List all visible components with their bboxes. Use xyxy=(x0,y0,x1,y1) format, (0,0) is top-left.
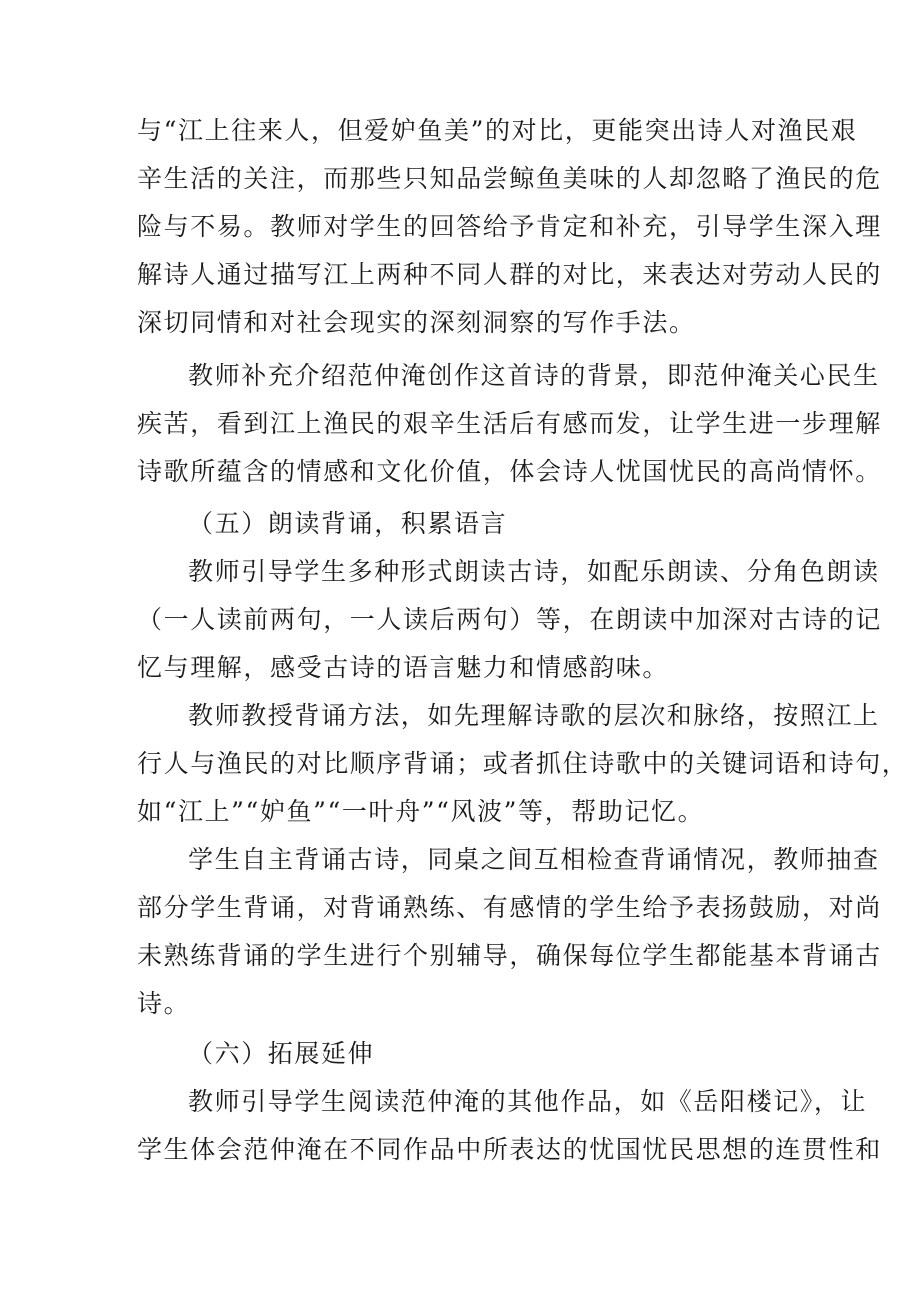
text-line: 辛生活的关注，而那些只知品尝鲸鱼美味的人却忽略了渔民的危 xyxy=(137,164,882,193)
text-line: 解诗人通过描写江上两种不同人群的对比，来表达对劳动人民的 xyxy=(137,260,882,289)
text-line: 教师教授背诵方法，如先理解诗歌的层次和脉络，按照江上 xyxy=(188,701,880,730)
section-heading: （六）拓展延伸 xyxy=(188,1039,375,1068)
text-line: （一人读前两句，一人读后两句）等，在朗读中加深对古诗的记 xyxy=(137,605,882,634)
text-line: 深切同情和对社会现实的深刻洞察的写作手法。 xyxy=(137,308,696,337)
text-line: 未熟练背诵的学生进行个别辅导，确保每位学生都能基本背诵古 xyxy=(137,941,882,970)
text-line: 如“江上”“妒鱼”“一叶舟”“风波”等，帮助记忆。 xyxy=(137,797,705,826)
text-line: 险与不易。教师对学生的回答给予肯定和补充，引导学生深入理 xyxy=(137,212,882,241)
text-line: 学生自主背诵古诗，同桌之间互相检查背诵情况，教师抽查 xyxy=(188,845,880,874)
text-line: 学生体会范仲淹在不同作品中所表达的忧国忧民思想的连贯性和 xyxy=(137,1135,882,1164)
text-line: 忆与理解，感受古诗的语言魅力和情感韵味。 xyxy=(137,653,670,682)
text-line: 与“江上往来人，但爱妒鱼美”的对比，更能突出诗人对渔民艰 xyxy=(137,116,858,145)
text-line: 疾苦，看到江上渔民的艰辛生活后有感而发，让学生进一步理解 xyxy=(137,409,882,438)
section-heading: （五）朗读背诵，积累语言 xyxy=(188,509,508,538)
text-line: 诗。 xyxy=(137,989,191,1018)
text-line: 教师引导学生多种形式朗读古诗，如配乐朗读、分角色朗读 xyxy=(188,557,880,586)
text-line: 行人与渔民的对比顺序背诵；或者抓住诗歌中的关键词语和诗句， xyxy=(137,749,909,778)
text-line: 教师引导学生阅读范仲淹的其他作品，如《岳阳楼记》，让 xyxy=(188,1087,868,1116)
text-line: 教师补充介绍范仲淹创作这首诗的背景，即范仲淹关心民生 xyxy=(188,361,880,390)
text-line: 部分学生背诵，对背诵熟练、有感情的学生给予表扬鼓励，对尚 xyxy=(137,893,882,922)
text-line: 诗歌所蕴含的情感和文化价值，体会诗人忧国忧民的高尚情怀。 xyxy=(137,457,882,486)
